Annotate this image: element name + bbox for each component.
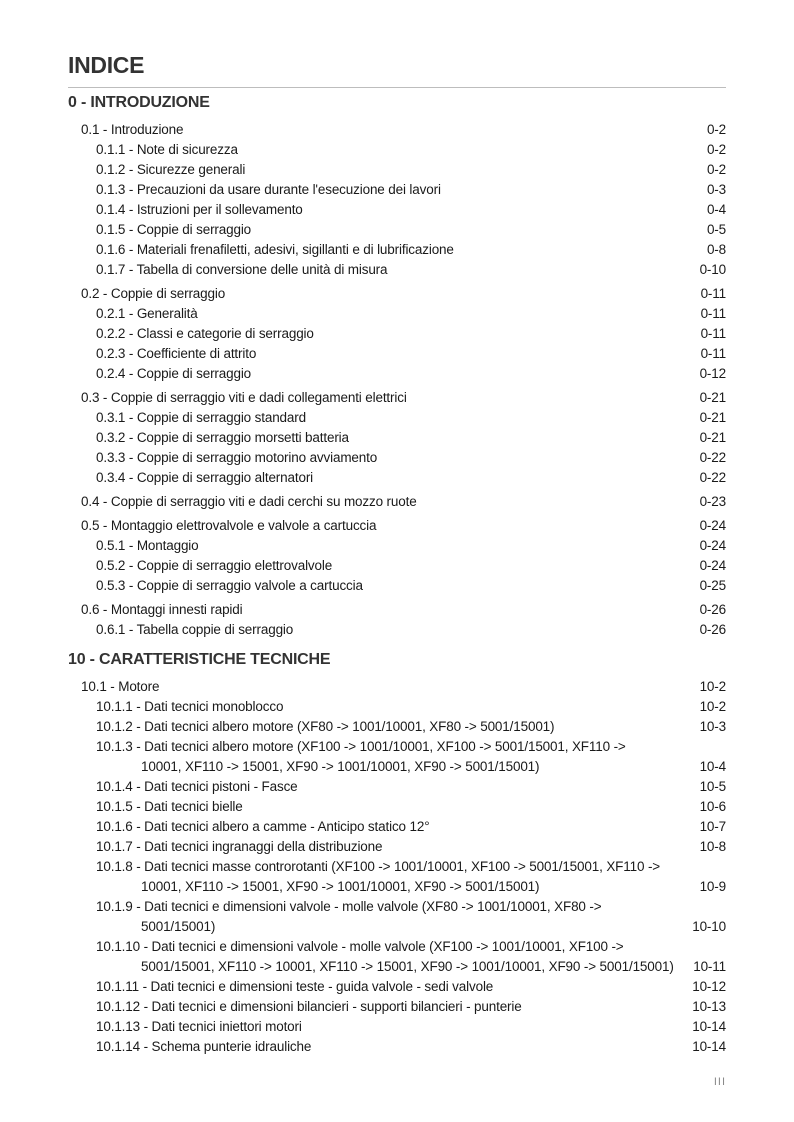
toc-section-entry[interactable]	[81, 284, 726, 304]
toc-entry-title: 10.1.4 - Dati tecnici pistoni - Fasce	[96, 779, 298, 794]
toc-entry-title: 0.1.4 - Istruzioni per il sollevamento	[96, 202, 303, 217]
toc-entry-title: 0.3 - Coppie di serraggio viti e dadi collegamenti elettrici	[81, 390, 407, 405]
toc-section-entry[interactable]	[81, 516, 726, 536]
toc-subsection-entry[interactable]	[96, 576, 726, 596]
toc-subsection-entry[interactable]	[96, 1017, 726, 1037]
toc-entry-page: 10-11	[693, 959, 726, 974]
toc-entry-page: 0-2	[706, 122, 726, 137]
toc-subsection-entry[interactable]	[96, 240, 726, 260]
toc-entry-page: 0-24	[699, 518, 726, 533]
toc-entry-page: 0-11	[700, 326, 726, 341]
toc-subsection-entry[interactable]	[96, 817, 726, 837]
toc-entry-title: 0.2 - Coppie di serraggio	[81, 286, 226, 301]
toc-entry-page: 0-10	[699, 262, 726, 277]
toc-subsection-entry[interactable]	[96, 1037, 726, 1057]
toc-entry-title: 0.1.3 - Precauzioni da usare durante l'esecuzione dei lavori	[96, 182, 441, 197]
toc-subsection-entry[interactable]	[96, 737, 726, 777]
toc-section-entry[interactable]	[81, 492, 726, 512]
toc-entry-page: 0-24	[699, 538, 726, 553]
toc-entry-title: 0.3.3 - Coppie di serraggio motorino avviamento	[96, 450, 378, 465]
toc-entry-page: 0-11	[700, 286, 726, 301]
toc-subsection-entry[interactable]	[96, 536, 726, 556]
toc-entry-title: 10.1.3 - Dati tecnici albero motore (XF100 -> 1001/10001, XF100 -> 5001/15001, XF110 ->	[96, 739, 626, 754]
toc-subsection-entry[interactable]	[96, 408, 726, 428]
toc-entry-title: 10.1.9 - Dati tecnici e dimensioni valvole - molle valvole (XF80 -> 1001/10001, XF80 ->	[96, 899, 602, 914]
toc-entry-page: 10-6	[699, 799, 726, 814]
toc-entry-title: 10.1.14 - Schema punterie idrauliche	[96, 1039, 312, 1054]
toc-entry-title: 10.1.10 - Dati tecnici e dimensioni valvole - molle valvole (XF100 -> 1001/10001, XF100 ->	[96, 939, 624, 954]
toc-entry-page: 0-22	[699, 470, 726, 485]
toc-entry-page: 0-8	[706, 242, 726, 257]
toc-section-entry[interactable]	[81, 600, 726, 620]
toc-entry-page: 0-11	[700, 306, 726, 321]
toc-section-entry[interactable]	[81, 120, 726, 140]
toc-subsection-entry[interactable]	[96, 977, 726, 997]
toc-entry-page: 10-7	[699, 819, 726, 834]
toc-entry-title: 0.5.3 - Coppie di serraggio valvole a cartuccia	[96, 578, 363, 593]
toc-entry-title: 0.3.4 - Coppie di serraggio alternatori	[96, 470, 314, 485]
toc-entry-page: 10-9	[699, 879, 726, 894]
toc-entry-page: 10-8	[699, 839, 726, 854]
page-number: III	[713, 1076, 726, 1088]
toc-subsection-entry[interactable]	[96, 160, 726, 180]
toc-entry-title: 10.1 - Motore	[81, 679, 160, 694]
toc-section-entry[interactable]	[81, 388, 726, 408]
toc-entry-title: 0.5.2 - Coppie di serraggio elettrovalvole	[96, 558, 333, 573]
toc-entry-title: 10.1.6 - Dati tecnici albero a camme - Anticipo statico 12°	[96, 819, 430, 834]
toc-entry-title: 0.2.4 - Coppie di serraggio	[96, 366, 252, 381]
chapter-heading: 10 - CARATTERISTICHE TECNICHE	[68, 651, 331, 668]
toc-entry-page: 10-14	[692, 1019, 726, 1034]
toc-entry-page: 0-11	[700, 346, 726, 361]
toc-subsection-entry[interactable]	[96, 468, 726, 488]
toc-subsection-entry[interactable]	[96, 448, 726, 468]
toc-subsection-entry[interactable]	[96, 200, 726, 220]
toc-entry-title: 10.1.5 - Dati tecnici bielle	[96, 799, 243, 814]
toc-subsection-entry[interactable]	[96, 697, 726, 717]
toc-entry-title: 0.1.7 - Tabella di conversione delle unità di misura	[96, 262, 388, 277]
toc-entry-title: 10.1.7 - Dati tecnici ingranaggi della distribuzione	[96, 839, 383, 854]
toc-subsection-entry[interactable]	[96, 797, 726, 817]
toc-entry-page: 10-12	[692, 979, 726, 994]
toc-subsection-entry[interactable]	[96, 997, 726, 1017]
toc-entry-title: 10.1.11 - Dati tecnici e dimensioni teste - guida valvole - sedi valvole	[96, 979, 494, 994]
toc-entry-page: 10-10	[692, 919, 726, 934]
toc-entry-title: 0.1.6 - Materiali frenafiletti, adesivi, sigillanti e di lubrificazione	[96, 242, 454, 257]
toc-entry-title: 10.1.8 - Dati tecnici masse controrotanti (XF100 -> 1001/10001, XF100 -> 5001/15001, XF110 ->	[96, 859, 661, 874]
toc-entry-page: 10-14	[692, 1039, 726, 1054]
toc-subsection-entry[interactable]	[96, 324, 726, 344]
toc-subsection-entry[interactable]	[96, 304, 726, 324]
toc-entry-page: 0-21	[699, 390, 726, 405]
toc-entry-page: 0-3	[706, 182, 726, 197]
toc-subsection-entry[interactable]	[96, 717, 726, 737]
toc-entry-title: 10.1.1 - Dati tecnici monoblocco	[96, 699, 284, 714]
toc-entry-title: 0.2.1 - Generalità	[96, 306, 198, 321]
toc-subsection-entry[interactable]	[96, 837, 726, 857]
toc-section-entry[interactable]	[81, 677, 726, 697]
toc-entry-title: 10.1.12 - Dati tecnici e dimensioni bilancieri - supporti bilancieri - punterie	[96, 999, 522, 1014]
toc-subsection-entry[interactable]	[96, 220, 726, 240]
toc-entry-page: 0-2	[706, 162, 726, 177]
toc-entry-page: 10-2	[699, 699, 726, 714]
toc-subsection-entry[interactable]	[96, 180, 726, 200]
toc-entry-title: 0.3.1 - Coppie di serraggio standard	[96, 410, 306, 425]
toc-entry-title: 0.1.2 - Sicurezze generali	[96, 162, 246, 177]
toc-subsection-entry[interactable]	[96, 777, 726, 797]
toc-entry-title: 0.4 - Coppie di serraggio viti e dadi cerchi su mozzo ruote	[81, 494, 417, 509]
toc-entry-title-continued: 10001, XF110 -> 15001, XF90 -> 1001/10001, XF90 -> 5001/15001)	[141, 759, 540, 774]
toc-subsection-entry[interactable]	[96, 140, 726, 160]
toc-subsection-entry[interactable]	[96, 364, 726, 384]
toc-entry-page: 10-4	[699, 759, 726, 774]
toc-entry-title: 0.1 - Introduzione	[81, 122, 184, 137]
chapter-heading: 0 - INTRODUZIONE	[68, 94, 210, 111]
toc-entry-title-continued: 5001/15001, XF110 -> 10001, XF110 -> 15001, XF90 -> 1001/10001, XF90 -> 5001/15001)	[141, 959, 674, 974]
toc-entry-page: 0-2	[706, 142, 726, 157]
toc-entry-title: 10.1.2 - Dati tecnici albero motore (XF80 -> 1001/10001, XF80 -> 5001/15001)	[96, 719, 555, 734]
toc-entry-title: 0.3.2 - Coppie di serraggio morsetti batteria	[96, 430, 349, 445]
toc-entry-page: 0-5	[706, 222, 726, 237]
toc-entry-page: 10-13	[692, 999, 726, 1014]
toc-entry-page: 0-22	[699, 450, 726, 465]
toc-entry-page: 10-5	[699, 779, 726, 794]
toc-entry-title: 0.6.1 - Tabella coppie di serraggio	[96, 622, 294, 637]
toc-entry-title: 10.1.13 - Dati tecnici iniettori motori	[96, 1019, 302, 1034]
toc-entry-page: 0-12	[699, 366, 726, 381]
toc-entry-title-continued: 5001/15001)	[141, 919, 216, 934]
toc-subsection-entry[interactable]	[96, 344, 726, 364]
toc-entry-page: 0-23	[699, 494, 726, 509]
toc-entry-title: 0.5 - Montaggio elettrovalvole e valvole a cartuccia	[81, 518, 377, 533]
toc-entry-page: 0-25	[699, 578, 726, 593]
toc-entry-title: 0.6 - Montaggi innesti rapidi	[81, 602, 243, 617]
toc-subsection-entry[interactable]	[96, 897, 726, 937]
toc-entry-title: 0.2.3 - Coefficiente di attrito	[96, 346, 257, 361]
toc-entry-page: 0-24	[699, 558, 726, 573]
toc-entry-page: 0-26	[699, 602, 726, 617]
toc-entry-title: 0.1.5 - Coppie di serraggio	[96, 222, 252, 237]
toc-subsection-entry[interactable]	[96, 428, 726, 448]
toc-entry-page: 0-21	[699, 410, 726, 425]
toc-subsection-entry[interactable]	[96, 857, 726, 897]
toc-subsection-entry[interactable]	[96, 620, 726, 640]
toc-subsection-entry[interactable]	[96, 260, 726, 280]
toc-entry-page: 10-2	[699, 679, 726, 694]
toc-entry-page: 0-4	[706, 202, 726, 217]
toc-subsection-entry[interactable]	[96, 556, 726, 576]
toc-entry-page: 0-21	[699, 430, 726, 445]
toc-entry-title-continued: 10001, XF110 -> 15001, XF90 -> 1001/10001, XF90 -> 5001/15001)	[141, 879, 540, 894]
toc-subsection-entry[interactable]	[96, 937, 726, 977]
toc-entry-title: 0.2.2 - Classi e categorie di serraggio	[96, 326, 314, 341]
toc-entry-page: 0-26	[699, 622, 726, 637]
toc-entry-title: 0.1.1 - Note di sicurezza	[96, 142, 238, 157]
page-title: INDICE	[68, 52, 145, 78]
toc-entry-page: 10-3	[699, 719, 726, 734]
toc-entry-title: 0.5.1 - Montaggio	[96, 538, 199, 553]
